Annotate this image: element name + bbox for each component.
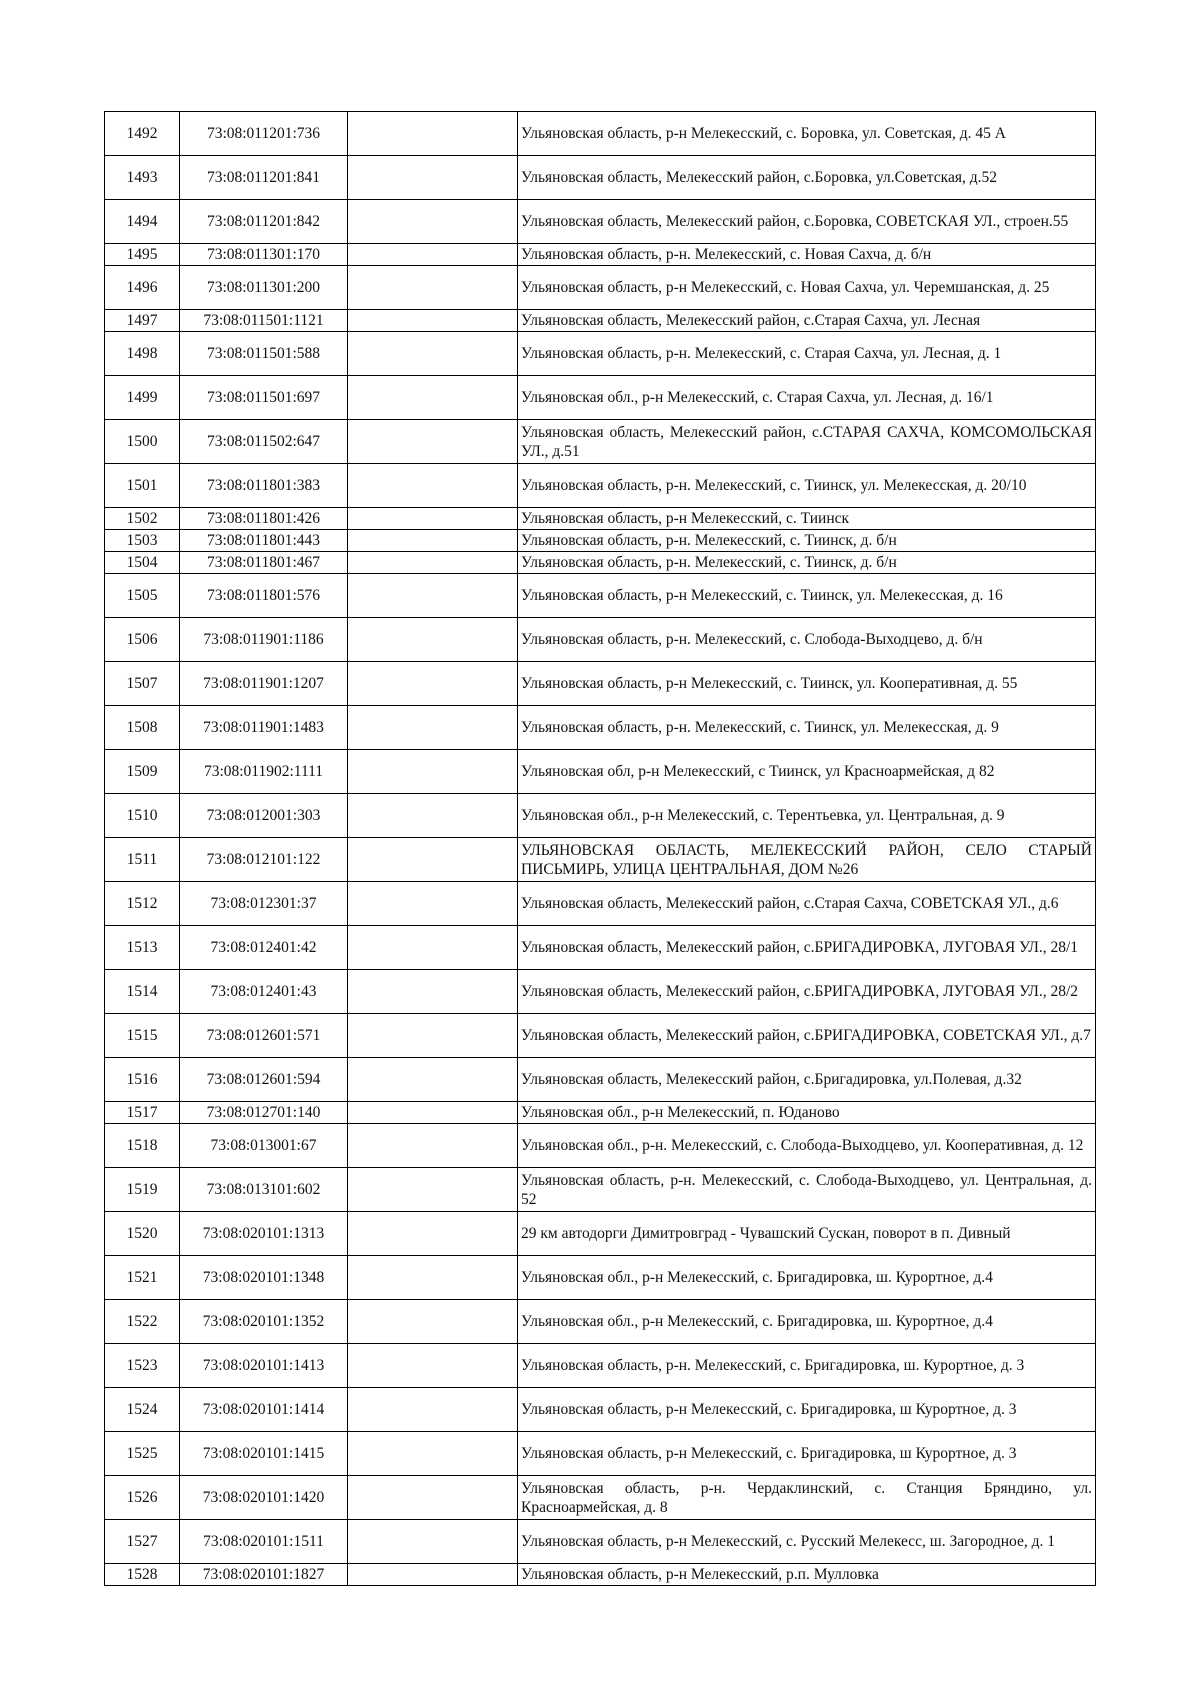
empty-column-cell bbox=[348, 200, 518, 244]
empty-column-cell bbox=[348, 530, 518, 552]
cadastral-number-cell: 73:08:011901:1207 bbox=[180, 662, 348, 706]
empty-column-cell bbox=[348, 1564, 518, 1586]
table-row bbox=[105, 1476, 1096, 1520]
row-number-cell: 1514 bbox=[105, 970, 180, 1014]
table-row bbox=[105, 420, 1096, 464]
table-row bbox=[105, 838, 1096, 882]
table-row bbox=[105, 1388, 1096, 1432]
cadastral-number-cell: 73:08:011501:1121 bbox=[180, 310, 348, 332]
row-number-cell: 1505 bbox=[105, 574, 180, 618]
cadastral-number-cell: 73:08:020101:1352 bbox=[180, 1300, 348, 1344]
table-row bbox=[105, 332, 1096, 376]
cadastral-number-cell: 73:08:011201:736 bbox=[180, 112, 348, 156]
address-cell: Ульяновская область, Мелекесский район, с.БРИГАДИРОВКА, ЛУГОВАЯ УЛ., 28/2 bbox=[518, 970, 1096, 1014]
address-cell: Ульяновская область, р-н Мелекесский, с. Тиинск, ул. Мелекесская, д. 16 bbox=[518, 574, 1096, 618]
row-number-cell: 1528 bbox=[105, 1564, 180, 1586]
cadastral-number-cell: 73:08:012601:594 bbox=[180, 1058, 348, 1102]
row-number-cell: 1498 bbox=[105, 332, 180, 376]
row-number-cell: 1509 bbox=[105, 750, 180, 794]
address-cell: Ульяновская область, Мелекесский район, с.Боровка, СОВЕТСКАЯ УЛ., строен.55 bbox=[518, 200, 1096, 244]
address-cell: Ульяновская область, Мелекесский район, с.Боровка, ул.Советская, д.52 bbox=[518, 156, 1096, 200]
table-row bbox=[105, 1300, 1096, 1344]
empty-column-cell bbox=[348, 706, 518, 750]
empty-column-cell bbox=[348, 1520, 518, 1564]
row-number-cell: 1517 bbox=[105, 1102, 180, 1124]
cadastral-number-cell: 73:08:011902:1111 bbox=[180, 750, 348, 794]
row-number-cell: 1520 bbox=[105, 1212, 180, 1256]
address-cell: Ульяновская область, р-н. Мелекесский, с. Тиинск, ул. Мелекесская, д. 9 bbox=[518, 706, 1096, 750]
empty-column-cell bbox=[348, 882, 518, 926]
cadastral-number-cell: 73:08:011201:842 bbox=[180, 200, 348, 244]
cadastral-number-cell: 73:08:020101:1420 bbox=[180, 1476, 348, 1520]
cadastral-number-cell: 73:08:012401:42 bbox=[180, 926, 348, 970]
row-number-cell: 1508 bbox=[105, 706, 180, 750]
row-number-cell: 1506 bbox=[105, 618, 180, 662]
table-row bbox=[105, 750, 1096, 794]
address-cell: 29 км автодорги Димитровград - Чувашский Сускан, поворот в п. Дивный bbox=[518, 1212, 1096, 1256]
empty-column-cell bbox=[348, 1256, 518, 1300]
cadastral-number-cell: 73:08:020101:1414 bbox=[180, 1388, 348, 1432]
cadastral-number-cell: 73:08:011502:647 bbox=[180, 420, 348, 464]
table-row bbox=[105, 1102, 1096, 1124]
cadastral-number-cell: 73:08:020101:1415 bbox=[180, 1432, 348, 1476]
table-row bbox=[105, 200, 1096, 244]
address-cell: Ульяновская область, р-н. Мелекесский, с. Слобода-Выходцево, д. б/н bbox=[518, 618, 1096, 662]
table-row bbox=[105, 156, 1096, 200]
cadastral-number-cell: 73:08:011801:426 bbox=[180, 508, 348, 530]
address-cell: Ульяновская обл, р-н Мелекесский, с Тиинск, ул Красноармейская, д 82 bbox=[518, 750, 1096, 794]
empty-column-cell bbox=[348, 244, 518, 266]
empty-column-cell bbox=[348, 1102, 518, 1124]
empty-column-cell bbox=[348, 1300, 518, 1344]
address-cell: Ульяновская обл., р-н Мелекесский, с. Терентьевка, ул. Центральная, д. 9 bbox=[518, 794, 1096, 838]
table-row bbox=[105, 266, 1096, 310]
empty-column-cell bbox=[348, 750, 518, 794]
table-body bbox=[105, 112, 1096, 1586]
address-cell: Ульяновская область, р-н Мелекесский, с. Бригадировка, ш Курортное, д. 3 bbox=[518, 1432, 1096, 1476]
cadastral-number-cell: 73:08:013101:602 bbox=[180, 1168, 348, 1212]
empty-column-cell bbox=[348, 1058, 518, 1102]
address-cell: Ульяновская обл., р-н Мелекесский, п. Юданово bbox=[518, 1102, 1096, 1124]
cadastral-number-cell: 73:08:012701:140 bbox=[180, 1102, 348, 1124]
empty-column-cell bbox=[348, 552, 518, 574]
row-number-cell: 1524 bbox=[105, 1388, 180, 1432]
empty-column-cell bbox=[348, 1168, 518, 1212]
cadastral-number-cell: 73:08:011501:697 bbox=[180, 376, 348, 420]
row-number-cell: 1526 bbox=[105, 1476, 180, 1520]
empty-column-cell bbox=[348, 1212, 518, 1256]
table-row bbox=[105, 794, 1096, 838]
cadastral-number-cell: 73:08:020101:1348 bbox=[180, 1256, 348, 1300]
address-cell: Ульяновская область, Мелекесский район, с.Старая Сахча, СОВЕТСКАЯ УЛ., д.6 bbox=[518, 882, 1096, 926]
row-number-cell: 1497 bbox=[105, 310, 180, 332]
table-row bbox=[105, 1256, 1096, 1300]
cadastral-number-cell: 73:08:020101:1827 bbox=[180, 1564, 348, 1586]
cadastral-number-cell: 73:08:012001:303 bbox=[180, 794, 348, 838]
empty-column-cell bbox=[348, 926, 518, 970]
cadastral-number-cell: 73:08:011801:443 bbox=[180, 530, 348, 552]
empty-column-cell bbox=[348, 970, 518, 1014]
address-cell: Ульяновская область, р-н. Мелекесский, с. Старая Сахча, ул. Лесная, д. 1 bbox=[518, 332, 1096, 376]
table-row bbox=[105, 618, 1096, 662]
row-number-cell: 1511 bbox=[105, 838, 180, 882]
cadastral-number-cell: 73:08:011201:841 bbox=[180, 156, 348, 200]
address-cell: Ульяновская область, р-н. Мелекесский, с. Слобода-Выходцево, ул. Центральная, д. 52 bbox=[518, 1168, 1096, 1212]
row-number-cell: 1513 bbox=[105, 926, 180, 970]
table-row bbox=[105, 1014, 1096, 1058]
row-number-cell: 1502 bbox=[105, 508, 180, 530]
address-cell: Ульяновская область, Мелекесский район, с.БРИГАДИРОВКА, ЛУГОВАЯ УЛ., 28/1 bbox=[518, 926, 1096, 970]
row-number-cell: 1500 bbox=[105, 420, 180, 464]
cadastral-number-cell: 73:08:012401:43 bbox=[180, 970, 348, 1014]
address-cell: Ульяновская область, р-н. Мелекесский, с. Бригадировка, ш. Курортное, д. 3 bbox=[518, 1344, 1096, 1388]
address-cell: Ульяновская область, р-н. Чердаклинский, с. Станция Бряндино, ул. Красноармейская, д. 8 bbox=[518, 1476, 1096, 1520]
address-cell: УЛЬЯНОВСКАЯ ОБЛАСТЬ, МЕЛЕКЕССКИЙ РАЙОН, СЕЛО СТАРЫЙ ПИСЬМИРЬ, УЛИЦА ЦЕНТРАЛЬНАЯ, ДОМ №26 bbox=[518, 838, 1096, 882]
address-cell: Ульяновская обл., р-н Мелекесский, с. Бригадировка, ш. Курортное, д.4 bbox=[518, 1256, 1096, 1300]
table-row bbox=[105, 882, 1096, 926]
table-row bbox=[105, 970, 1096, 1014]
cadastral-number-cell: 73:08:012601:571 bbox=[180, 1014, 348, 1058]
row-number-cell: 1521 bbox=[105, 1256, 180, 1300]
row-number-cell: 1499 bbox=[105, 376, 180, 420]
table-row bbox=[105, 1168, 1096, 1212]
address-cell: Ульяновская область, р-н Мелекесский, с. Тиинск bbox=[518, 508, 1096, 530]
address-cell: Ульяновская область, р-н Мелекесский, с. Русский Мелекесс, ш. Загородное, д. 1 bbox=[518, 1520, 1096, 1564]
empty-column-cell bbox=[348, 376, 518, 420]
empty-column-cell bbox=[348, 618, 518, 662]
address-cell: Ульяновская область, р-н Мелекесский, р.п. Мулловка bbox=[518, 1564, 1096, 1586]
address-cell: Ульяновская область, р-н. Мелекесский, с. Тиинск, д. б/н bbox=[518, 530, 1096, 552]
row-number-cell: 1525 bbox=[105, 1432, 180, 1476]
cadastral-number-cell: 73:08:013001:67 bbox=[180, 1124, 348, 1168]
table-row bbox=[105, 1432, 1096, 1476]
address-cell: Ульяновская область, Мелекесский район, с.БРИГАДИРОВКА, СОВЕТСКАЯ УЛ., д.7 bbox=[518, 1014, 1096, 1058]
row-number-cell: 1510 bbox=[105, 794, 180, 838]
cadastral-number-cell: 73:08:011801:383 bbox=[180, 464, 348, 508]
empty-column-cell bbox=[348, 420, 518, 464]
row-number-cell: 1515 bbox=[105, 1014, 180, 1058]
address-cell: Ульяновская обл., р-н Мелекесский, с. Бригадировка, ш. Курортное, д.4 bbox=[518, 1300, 1096, 1344]
cadastral-number-cell: 73:08:011901:1186 bbox=[180, 618, 348, 662]
address-cell: Ульяновская область, р-н. Мелекесский, с. Тиинск, ул. Мелекесская, д. 20/10 bbox=[518, 464, 1096, 508]
cadastral-number-cell: 73:08:020101:1313 bbox=[180, 1212, 348, 1256]
address-cell: Ульяновская область, р-н Мелекесский, с. Боровка, ул. Советская, д. 45 А bbox=[518, 112, 1096, 156]
table-row bbox=[105, 662, 1096, 706]
row-number-cell: 1519 bbox=[105, 1168, 180, 1212]
empty-column-cell bbox=[348, 838, 518, 882]
address-cell: Ульяновская область, р-н Мелекесский, с. Бригадировка, ш Курортное, д. 3 bbox=[518, 1388, 1096, 1432]
row-number-cell: 1494 bbox=[105, 200, 180, 244]
cadastral-number-cell: 73:08:011801:576 bbox=[180, 574, 348, 618]
row-number-cell: 1503 bbox=[105, 530, 180, 552]
address-cell: Ульяновская область, р-н. Мелекесский, с. Тиинск, д. б/н bbox=[518, 552, 1096, 574]
table-row bbox=[105, 1344, 1096, 1388]
cadastral-number-cell: 73:08:012301:37 bbox=[180, 882, 348, 926]
table-row bbox=[105, 464, 1096, 508]
row-number-cell: 1527 bbox=[105, 1520, 180, 1564]
cadastral-number-cell: 73:08:011501:588 bbox=[180, 332, 348, 376]
cadastral-number-cell: 73:08:012101:122 bbox=[180, 838, 348, 882]
empty-column-cell bbox=[348, 662, 518, 706]
cadastral-number-cell: 73:08:020101:1511 bbox=[180, 1520, 348, 1564]
empty-column-cell bbox=[348, 1476, 518, 1520]
address-cell: Ульяновская область, Мелекесский район, с.Старая Сахча, ул. Лесная bbox=[518, 310, 1096, 332]
empty-column-cell bbox=[348, 1344, 518, 1388]
empty-column-cell bbox=[348, 1388, 518, 1432]
table-row bbox=[105, 1212, 1096, 1256]
address-cell: Ульяновская область, Мелекесский район, с.СТАРАЯ САХЧА, КОМСОМОЛЬСКАЯ УЛ., д.51 bbox=[518, 420, 1096, 464]
property-registry-table bbox=[104, 111, 1096, 1586]
empty-column-cell bbox=[348, 1432, 518, 1476]
row-number-cell: 1507 bbox=[105, 662, 180, 706]
table-row bbox=[105, 508, 1096, 530]
empty-column-cell bbox=[348, 508, 518, 530]
address-cell: Ульяновская область, Мелекесский район, с.Бригадировка, ул.Полевая, д.32 bbox=[518, 1058, 1096, 1102]
table-row bbox=[105, 1520, 1096, 1564]
address-cell: Ульяновская обл., р-н Мелекесский, с. Старая Сахча, ул. Лесная, д. 16/1 bbox=[518, 376, 1096, 420]
table-row bbox=[105, 1564, 1096, 1586]
row-number-cell: 1522 bbox=[105, 1300, 180, 1344]
address-cell: Ульяновская область, р-н. Мелекесский, с. Новая Сахча, д. б/н bbox=[518, 244, 1096, 266]
empty-column-cell bbox=[348, 1124, 518, 1168]
empty-column-cell bbox=[348, 310, 518, 332]
empty-column-cell bbox=[348, 794, 518, 838]
empty-column-cell bbox=[348, 112, 518, 156]
table-row bbox=[105, 1058, 1096, 1102]
table-row bbox=[105, 310, 1096, 332]
cadastral-number-cell: 73:08:011301:170 bbox=[180, 244, 348, 266]
cadastral-number-cell: 73:08:011801:467 bbox=[180, 552, 348, 574]
row-number-cell: 1523 bbox=[105, 1344, 180, 1388]
row-number-cell: 1504 bbox=[105, 552, 180, 574]
table-row bbox=[105, 552, 1096, 574]
table-row bbox=[105, 574, 1096, 618]
row-number-cell: 1501 bbox=[105, 464, 180, 508]
table-row bbox=[105, 926, 1096, 970]
table-row bbox=[105, 376, 1096, 420]
row-number-cell: 1492 bbox=[105, 112, 180, 156]
address-cell: Ульяновская обл., р-н. Мелекесский, с. Слобода-Выходцево, ул. Кооперативная, д. 12 bbox=[518, 1124, 1096, 1168]
cadastral-number-cell: 73:08:011901:1483 bbox=[180, 706, 348, 750]
cadastral-number-cell: 73:08:011301:200 bbox=[180, 266, 348, 310]
row-number-cell: 1518 bbox=[105, 1124, 180, 1168]
empty-column-cell bbox=[348, 332, 518, 376]
empty-column-cell bbox=[348, 266, 518, 310]
row-number-cell: 1493 bbox=[105, 156, 180, 200]
table-row bbox=[105, 244, 1096, 266]
table-row bbox=[105, 112, 1096, 156]
cadastral-number-cell: 73:08:020101:1413 bbox=[180, 1344, 348, 1388]
row-number-cell: 1496 bbox=[105, 266, 180, 310]
empty-column-cell bbox=[348, 156, 518, 200]
empty-column-cell bbox=[348, 464, 518, 508]
address-cell: Ульяновская область, р-н Мелекесский, с. Тиинск, ул. Кооперативная, д. 55 bbox=[518, 662, 1096, 706]
table-row bbox=[105, 706, 1096, 750]
row-number-cell: 1495 bbox=[105, 244, 180, 266]
row-number-cell: 1516 bbox=[105, 1058, 180, 1102]
row-number-cell: 1512 bbox=[105, 882, 180, 926]
address-cell: Ульяновская область, р-н Мелекесский, с. Новая Сахча, ул. Черемшанская, д. 25 bbox=[518, 266, 1096, 310]
table-row bbox=[105, 530, 1096, 552]
table-row bbox=[105, 1124, 1096, 1168]
empty-column-cell bbox=[348, 574, 518, 618]
empty-column-cell bbox=[348, 1014, 518, 1058]
